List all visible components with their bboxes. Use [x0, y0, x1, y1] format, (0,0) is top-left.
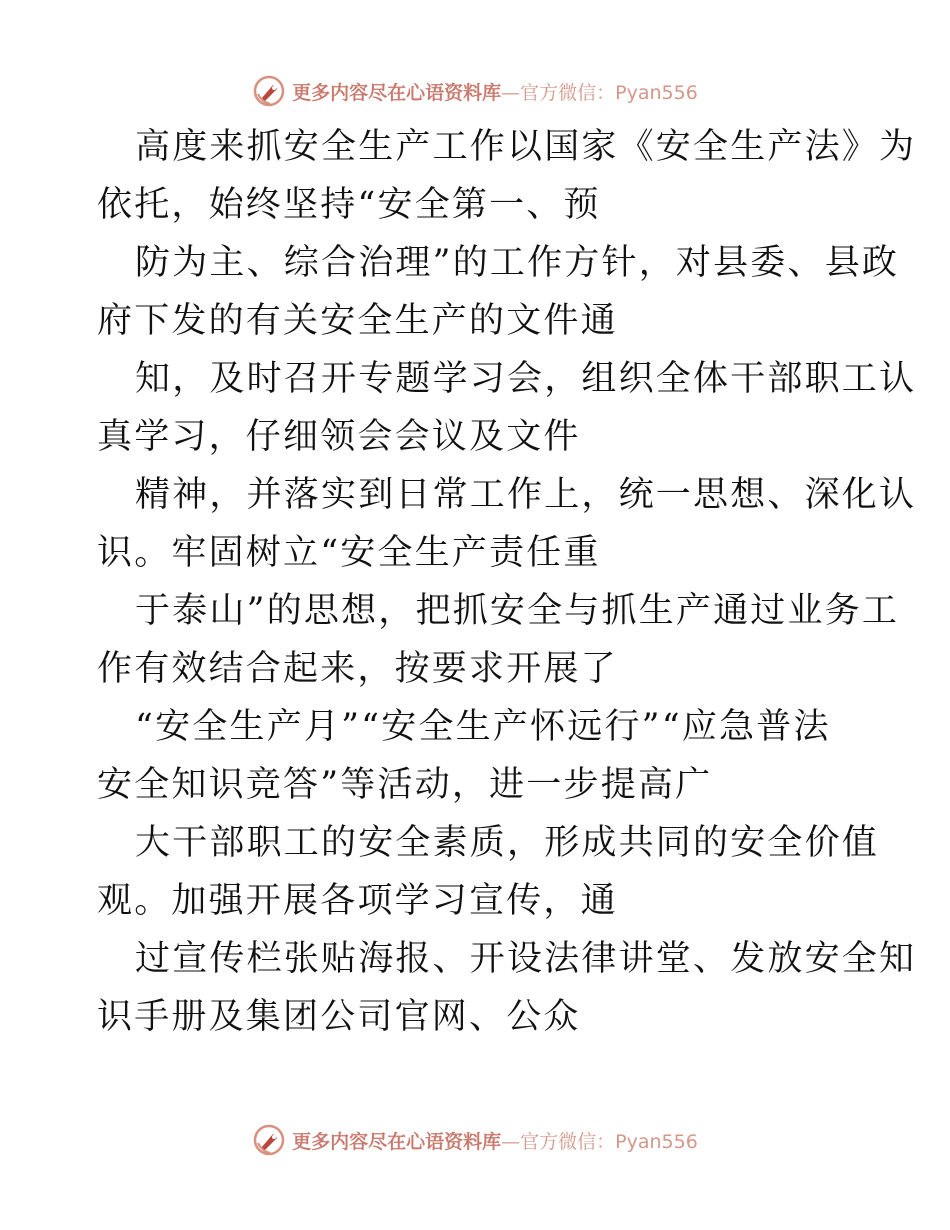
- paragraph-line: 高度来抓安全生产工作以国家《安全生产法》为: [135, 127, 917, 167]
- footer-contact-text: 官方微信：Pyan556: [520, 1130, 698, 1153]
- paragraph-line: 过宣传栏张贴海报、开设法律讲堂、发放安全知: [135, 939, 917, 979]
- paragraph-line: 依托，始终坚持“安全第一、预: [97, 185, 601, 225]
- header-separator: —: [501, 81, 521, 104]
- footer-banner-text: [292, 1127, 698, 1154]
- header-banner: [0, 71, 950, 111]
- paragraph-line: 于泰山”的思想，把抓安全与抓生产通过业务工: [135, 591, 900, 631]
- paragraph-line: “安全生产月”“安全生产怀远行”“应急普法: [135, 707, 831, 747]
- paragraph-line: 作有效结合起来，按要求开展了: [97, 649, 618, 689]
- paragraph-line: 观。加强开展各项学习宣传，通: [97, 881, 618, 921]
- footer-brand-text: 更多内容尽在心语资料库: [292, 1130, 502, 1153]
- pen-nib-logo-icon: [252, 1123, 286, 1157]
- footer-banner: [0, 1120, 950, 1160]
- paragraph-line: 识。牢固树立“安全生产责任重: [97, 533, 601, 573]
- header-brand-text: 更多内容尽在心语资料库: [292, 81, 502, 104]
- paragraph-line: 真学习，仔细领会会议及文件: [97, 417, 581, 457]
- paragraph-line: 府下发的有关安全生产的文件通: [97, 301, 618, 341]
- footer-separator: —: [501, 1130, 521, 1153]
- paragraph-line: 防为主、综合治理”的工作方针，对县委、县政: [135, 243, 900, 283]
- paragraph-line: 安全知识竞答”等活动，进一步提高广: [97, 765, 713, 805]
- paragraph-line: 识手册及集团公司官网、公众: [97, 997, 581, 1037]
- pen-nib-logo-icon: [252, 74, 286, 108]
- paragraph-line: 大干部职工的安全素质，形成共同的安全价值: [135, 823, 880, 863]
- header-banner-text: [292, 78, 698, 105]
- paragraph-line: 精神，并落实到日常工作上，统一思想、深化认: [135, 475, 917, 515]
- header-contact-text: 官方微信：Pyan556: [520, 81, 698, 104]
- paragraph-line: 知，及时召开专题学习会，组织全体干部职工认: [135, 359, 917, 399]
- document-body: [97, 118, 917, 1046]
